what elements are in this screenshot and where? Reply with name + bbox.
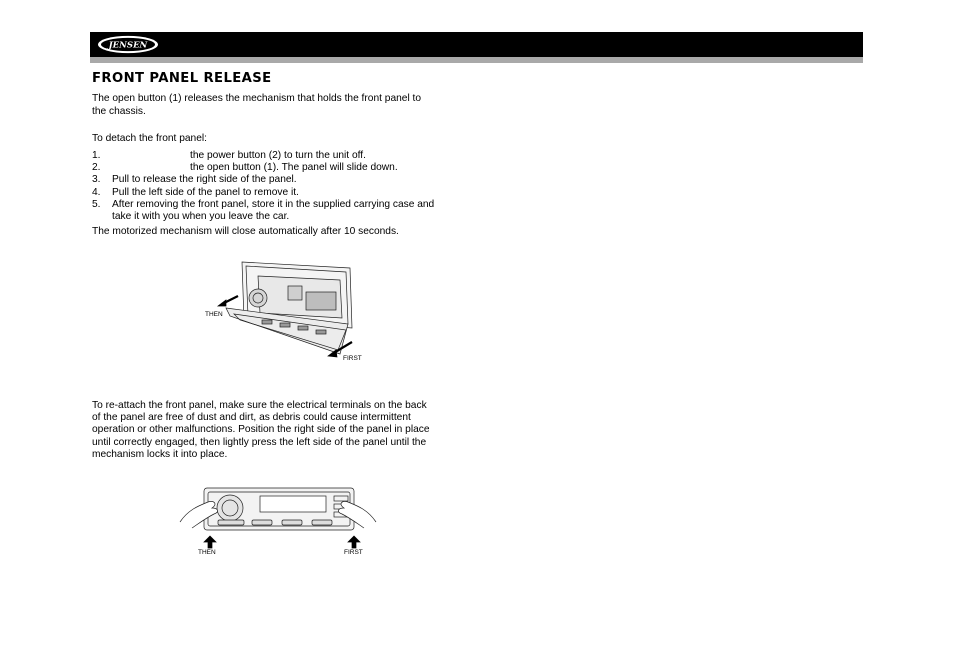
reattach-illustration (178, 484, 378, 559)
step-text-continued: take it with you when you leave the car. (112, 211, 290, 222)
step-number: 1. (92, 150, 101, 161)
step-number: 3. (92, 174, 101, 185)
step-text: the power button (2) to turn the unit off. (190, 150, 366, 161)
reattach-line-3: operation or other malfunctions. Position the right side of the panel in place (92, 424, 430, 435)
header-rule (90, 57, 863, 63)
intro-line-1: The open button (1) releases the mechanism that holds the front panel to (92, 93, 422, 104)
reattach-line-2: of the panel are free of dust and dirt, as debris could cause intermittent (92, 412, 411, 423)
figure2-then-label: THEN (198, 549, 216, 556)
auto-close-note: The motorized mechanism will close automatically after 10 seconds. (92, 226, 399, 237)
step-text: Pull to release the right side of the panel. (112, 174, 297, 185)
svg-text:JENSEN: JENSEN (108, 40, 148, 51)
page-title: FRONT PANEL RELEASE (92, 71, 272, 86)
detach-heading: To detach the front panel: (92, 133, 207, 144)
figure1-first-label: FIRST (343, 355, 362, 362)
step-number: 5. (92, 199, 101, 210)
reattach-line-1: To re-attach the front panel, make sure the electrical terminals on the back (92, 400, 427, 411)
figure2-first-label: FIRST (344, 549, 363, 556)
header-bar (90, 32, 863, 57)
step-text: Pull the left side of the panel to remove it. (112, 187, 299, 198)
step-text: the open button (1). The panel will slide down. (190, 162, 398, 173)
reattach-line-4: until correctly engaged, then lightly press the left side of the panel until the (92, 437, 427, 448)
step-number: 4. (92, 187, 101, 198)
figure1-then-label: THEN (205, 311, 223, 318)
intro-line-2: the chassis. (92, 106, 146, 117)
jensen-logo (97, 35, 159, 54)
step-text: After removing the front panel, store it in the supplied carrying case and (112, 199, 435, 210)
step-number: 2. (92, 162, 101, 173)
reattach-line-5: mechanism locks it into place. (92, 449, 228, 460)
detach-illustration (200, 258, 370, 366)
